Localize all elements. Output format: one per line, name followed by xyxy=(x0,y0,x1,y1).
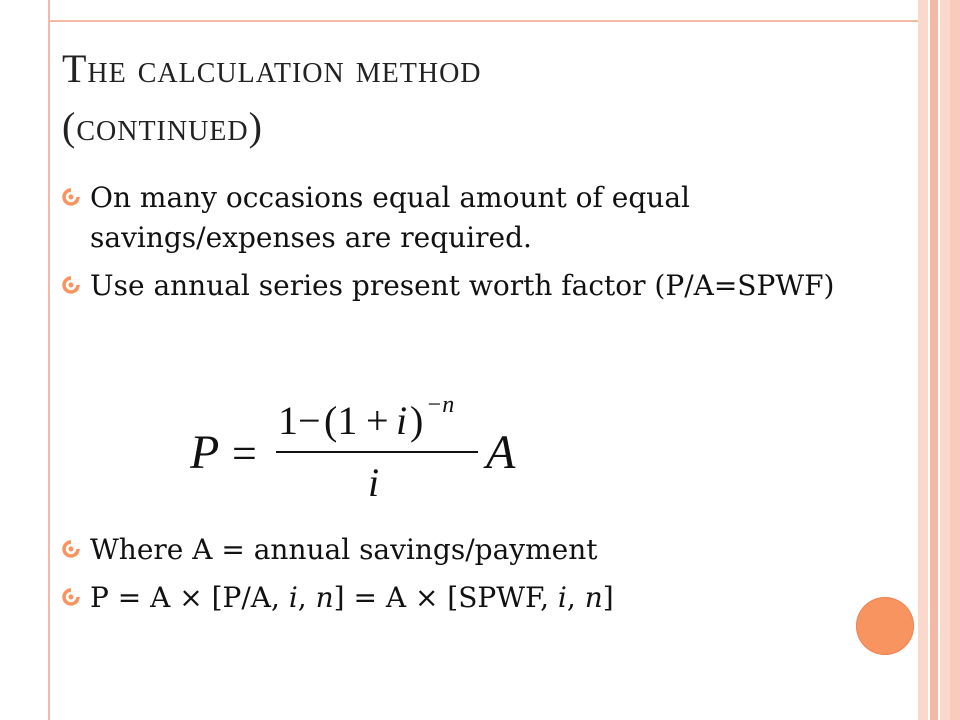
formula-num-minus: − xyxy=(298,398,321,443)
frame-top-line xyxy=(48,20,926,22)
bullet-list-top xyxy=(62,178,862,314)
frame-left-line xyxy=(48,0,50,720)
slide-title xyxy=(62,40,882,156)
bullet-item xyxy=(62,266,862,306)
eq-part: P = A × [P/A, xyxy=(90,581,289,614)
decor-circle xyxy=(856,597,914,655)
eq-var-n: n xyxy=(584,581,603,614)
bullet-list-bottom xyxy=(62,530,862,626)
eq-part: ] xyxy=(602,581,614,614)
formula-num-1: 1 xyxy=(278,398,298,443)
bullet-text: On many occasions equal amount of equal savings/expenses are required. xyxy=(90,181,690,254)
decor-stripe xyxy=(918,0,928,720)
formula-num-i: i xyxy=(396,398,408,443)
eq-part: , xyxy=(297,581,316,614)
bullet-icon xyxy=(62,540,80,558)
bullet-text: Use annual series present worth factor (P/A=SPWF) xyxy=(90,269,835,302)
eq-var-i: i xyxy=(557,581,567,614)
formula-num-close: ) xyxy=(410,398,424,443)
eq-var-n: n xyxy=(315,581,334,614)
bullet-item xyxy=(62,178,862,258)
formula-num-open: (1 xyxy=(324,398,358,443)
bullet-item xyxy=(62,530,862,570)
title-line-1: The calculation method xyxy=(62,46,482,91)
eq-part: , xyxy=(566,581,585,614)
formula-lhs: P xyxy=(190,426,220,479)
formula-rhs: A xyxy=(486,426,516,479)
bullet-text: Where A = annual savings/payment xyxy=(90,533,598,566)
bullet-icon xyxy=(62,276,80,294)
pv-formula xyxy=(190,392,550,508)
decor-stripe xyxy=(950,0,960,720)
decor-stripe xyxy=(940,0,950,720)
bullet-text-equation xyxy=(90,581,614,614)
formula-num-plus: + xyxy=(366,398,389,443)
formula-denominator: i xyxy=(368,460,380,505)
bullet-icon xyxy=(62,188,80,206)
eq-var-i: i xyxy=(288,581,298,614)
bullet-item xyxy=(62,578,862,618)
formula-exponent: −n xyxy=(426,392,455,418)
title-line-2: (continued) xyxy=(62,104,263,149)
decor-stripe xyxy=(930,0,938,720)
eq-part: ] = A × [SPWF, xyxy=(333,581,558,614)
bullet-icon xyxy=(62,588,80,606)
formula-equals: = xyxy=(232,429,257,478)
